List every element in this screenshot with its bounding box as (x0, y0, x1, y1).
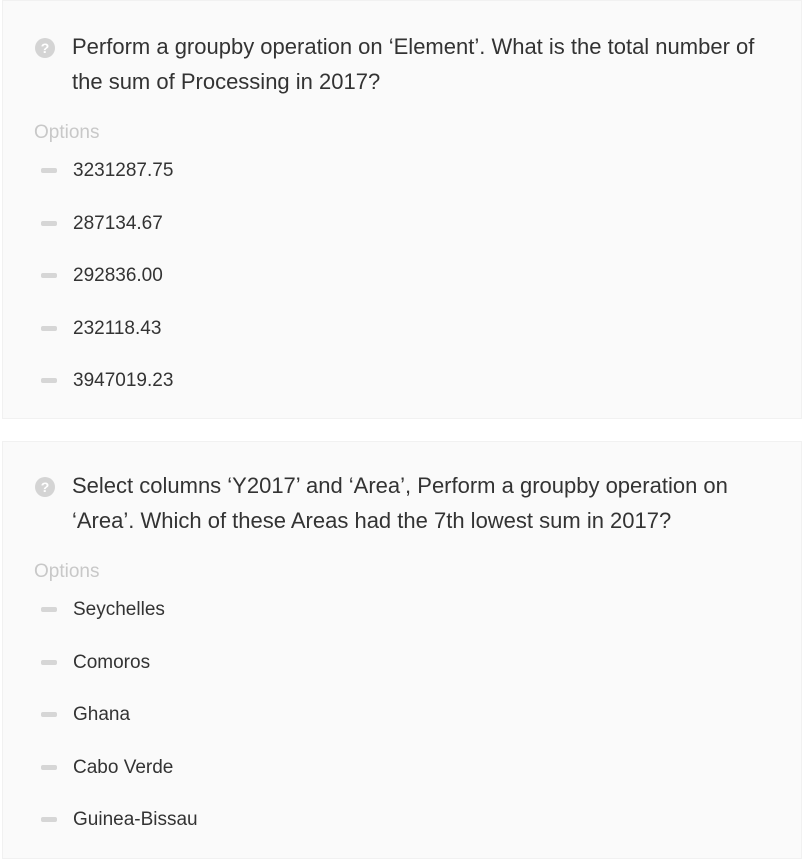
option-label: 3231287.75 (73, 160, 174, 181)
option-label: Ghana (73, 704, 131, 725)
question-1-text: Perform a groupby operation on ‘Element’. What is the total number of the sum of Processing in 2017? (72, 34, 755, 94)
dash-icon (41, 660, 57, 665)
option-label: 287134.67 (73, 213, 163, 234)
question-card-2 (2, 441, 802, 859)
dash-icon (41, 221, 57, 226)
question-circle-icon: ? (35, 477, 55, 497)
option-label: Seychelles (73, 599, 165, 620)
question-card-1 (2, 0, 802, 419)
question-1 (35, 29, 755, 99)
dash-icon (41, 168, 57, 173)
options-label-2: Options (34, 561, 100, 582)
dash-icon (41, 273, 57, 278)
option-label: 292836.00 (73, 265, 163, 286)
option-label: Comoros (73, 652, 151, 673)
option-label: 232118.43 (73, 318, 162, 339)
options-label-1: Options (34, 122, 100, 143)
dash-icon (41, 326, 57, 331)
option-label: Guinea-Bissau (73, 809, 198, 830)
question-2-text: Select columns ‘Y2017’ and ‘Area’, Perform a groupby operation on ‘Area’. Which of these Areas had the 7th lowest sum in 2017? (72, 473, 728, 533)
dash-icon (41, 712, 57, 717)
question-2 (35, 468, 755, 538)
dash-icon (41, 765, 57, 770)
option-label: 3947019.23 (73, 370, 174, 391)
dash-icon (41, 817, 57, 822)
dash-icon (41, 378, 57, 383)
dash-icon (41, 607, 57, 612)
question-circle-icon: ? (35, 38, 55, 58)
option-label: Cabo Verde (73, 757, 174, 778)
